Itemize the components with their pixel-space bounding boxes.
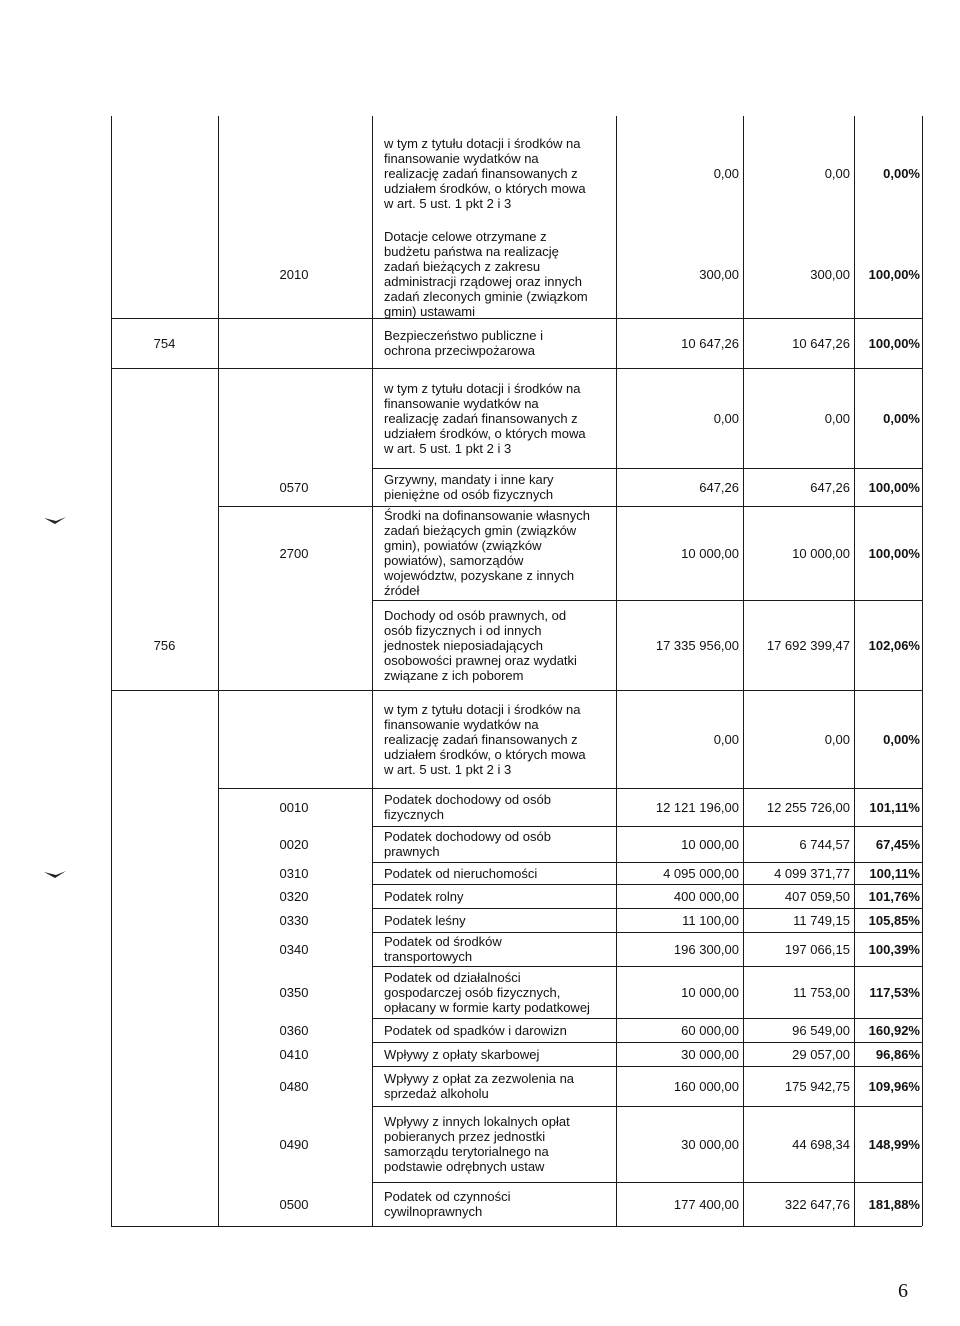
- executed-amount: 407 059,50: [784, 889, 850, 904]
- row-description: Podatek dochodowy od osób fizycznych: [384, 792, 551, 822]
- plan-amount: 300,00: [699, 267, 739, 282]
- row-description: Dotacje celowe otrzymane z budżetu państwa na realizację zadań bieżących z zakresu administracji rządowej oraz innych zadań zleconych gminie (związkom gmin) ustawami: [384, 229, 588, 319]
- row-rule: [218, 506, 922, 507]
- paragraph-code: 0310: [279, 866, 309, 881]
- row-rule: [372, 1182, 922, 1183]
- row-rule: [111, 690, 922, 691]
- row-description: Dochody od osób prawnych, od osób fizycznych i od innych jednostek nieposiadających osobowości prawnej oraz wydatki związane z ich poborem: [384, 608, 577, 683]
- execution-percent: 101,76%: [868, 889, 920, 904]
- row-description: Wpływy z opłat za zezwolenia na sprzedaż alkoholu: [384, 1071, 575, 1101]
- row-rule: [111, 1226, 922, 1227]
- executed-amount: 0,00: [824, 732, 850, 747]
- row-rule: [372, 966, 922, 967]
- paragraph-code: 0320: [279, 889, 309, 904]
- plan-amount: 12 121 196,00: [655, 800, 739, 815]
- execution-percent: 100,00%: [868, 546, 920, 561]
- executed-amount: 44 698,34: [792, 1137, 850, 1152]
- row-description: Podatek od spadków i darowizn: [384, 1023, 567, 1038]
- execution-percent: 117,53%: [869, 985, 920, 1000]
- plan-amount: 0,00: [713, 166, 739, 181]
- column-rule: [743, 116, 744, 1226]
- row-description: Podatek od czynności cywilnoprawnych: [384, 1189, 511, 1219]
- plan-amount: 4 095 000,00: [663, 866, 739, 881]
- column-rule: [616, 116, 617, 1226]
- paragraph-code: 0360: [279, 1023, 309, 1038]
- executed-amount: 300,00: [810, 267, 850, 282]
- row-rule: [372, 1066, 922, 1067]
- executed-amount: 4 099 371,77: [774, 866, 850, 881]
- plan-amount: 0,00: [713, 411, 739, 426]
- plan-amount: 10 647,26: [681, 336, 739, 351]
- execution-percent: 96,86%: [875, 1047, 920, 1062]
- executed-amount: 6 744,57: [799, 837, 850, 852]
- executed-amount: 12 255 726,00: [766, 800, 850, 815]
- scan-mark: [44, 512, 66, 520]
- plan-amount: 10 000,00: [681, 546, 739, 561]
- column-rule: [111, 116, 112, 1226]
- executed-amount: 175 942,75: [784, 1079, 850, 1094]
- executed-amount: 0,00: [824, 166, 850, 181]
- paragraph-code: 0340: [279, 942, 309, 957]
- executed-amount: 11 753,00: [793, 985, 850, 1000]
- execution-percent: 100,00%: [868, 336, 920, 351]
- row-rule: [372, 862, 922, 863]
- executed-amount: 96 549,00: [792, 1023, 850, 1038]
- executed-amount: 11 749,15: [793, 913, 850, 928]
- row-rule: [372, 826, 922, 827]
- plan-amount: 10 000,00: [681, 837, 739, 852]
- paragraph-code: 0410: [279, 1047, 309, 1062]
- row-rule: [218, 788, 922, 789]
- row-description: Podatek rolny: [384, 889, 464, 904]
- execution-percent: 0,00%: [883, 166, 920, 181]
- execution-percent: 102,06%: [868, 638, 920, 653]
- plan-amount: 17 335 956,00: [655, 638, 739, 653]
- paragraph-code: 0480: [279, 1079, 309, 1094]
- row-description: Podatek od środków transportowych: [384, 934, 502, 964]
- execution-percent: 181,88%: [868, 1197, 920, 1212]
- row-rule: [372, 1042, 922, 1043]
- paragraph-code: 0020: [279, 837, 309, 852]
- plan-amount: 60 000,00: [681, 1023, 739, 1038]
- plan-amount: 160 000,00: [673, 1079, 739, 1094]
- executed-amount: 10 647,26: [792, 336, 850, 351]
- executed-amount: 197 066,15: [784, 942, 850, 957]
- row-rule: [372, 468, 922, 469]
- execution-percent: 100,11%: [869, 866, 920, 881]
- row-description: Wpływy z opłaty skarbowej: [384, 1047, 540, 1062]
- execution-percent: 105,85%: [868, 913, 920, 928]
- column-rule: [218, 116, 219, 1226]
- execution-percent: 0,00%: [883, 732, 920, 747]
- plan-amount: 177 400,00: [673, 1197, 739, 1212]
- row-description: Wpływy z innych lokalnych opłat pobieranych przez jednostki samorządu terytorialnego na podstawie odrębnych ustaw: [384, 1114, 570, 1174]
- executed-amount: 0,00: [824, 411, 850, 426]
- row-rule: [372, 932, 922, 933]
- row-rule: [372, 908, 922, 909]
- row-rule: [372, 1018, 922, 1019]
- executed-amount: 647,26: [810, 480, 850, 495]
- row-description: Środki na dofinansowanie własnych zadań bieżących gmin (związków gmin), powiatów (związków powiatów), samorządów województw, pozyskane z innych źródeł: [384, 508, 590, 598]
- column-rule: [854, 116, 855, 1226]
- execution-percent: 67,45%: [875, 837, 920, 852]
- executed-amount: 322 647,76: [784, 1197, 850, 1212]
- row-description: Grzywny, mandaty i inne kary pieniężne od osób fizycznych: [384, 472, 554, 502]
- plan-amount: 10 000,00: [681, 985, 739, 1000]
- page-number: 6: [898, 1280, 908, 1302]
- paragraph-code: 0330: [279, 913, 309, 928]
- plan-amount: 30 000,00: [681, 1137, 739, 1152]
- plan-amount: 647,26: [699, 480, 739, 495]
- execution-percent: 100,00%: [868, 480, 920, 495]
- row-description: Podatek od działalności gospodarczej osób fizycznych, opłacany w formie karty podatkowej: [384, 970, 590, 1015]
- execution-percent: 109,96%: [868, 1079, 920, 1094]
- plan-amount: 196 300,00: [673, 942, 739, 957]
- row-description: Podatek dochodowy od osób prawnych: [384, 829, 551, 859]
- section-code: 754: [153, 336, 176, 351]
- paragraph-code: 0010: [279, 800, 309, 815]
- paragraph-code: 0570: [279, 480, 309, 495]
- execution-percent: 148,99%: [868, 1137, 920, 1152]
- execution-percent: 100,39%: [868, 942, 920, 957]
- paragraph-code: 2010: [279, 267, 309, 282]
- paragraph-code: 0500: [279, 1197, 309, 1212]
- row-rule: [372, 884, 922, 885]
- execution-percent: 100,00%: [868, 267, 920, 282]
- column-rule: [372, 116, 373, 1226]
- row-rule: [111, 368, 922, 369]
- row-rule: [372, 1106, 922, 1107]
- execution-percent: 101,11%: [869, 800, 920, 815]
- row-description: w tym z tytułu dotacji i środków na finansowanie wydatków na realizację zadań finansowanych z udziałem środków, o których mowa w art. 5 ust. 1 pkt 2 i 3: [384, 702, 586, 777]
- row-rule: [372, 600, 922, 601]
- row-description: Bezpieczeństwo publiczne i ochrona przeciwpożarowa: [384, 328, 543, 358]
- plan-amount: 11 100,00: [682, 913, 739, 928]
- row-description: w tym z tytułu dotacji i środków na finansowanie wydatków na realizację zadań finansowanych z udziałem środków, o których mowa w art. 5 ust. 1 pkt 2 i 3: [384, 136, 586, 211]
- plan-amount: 400 000,00: [673, 889, 739, 904]
- executed-amount: 17 692 399,47: [766, 638, 850, 653]
- column-rule: [922, 116, 923, 1226]
- scan-mark: [44, 866, 66, 874]
- row-description: w tym z tytułu dotacji i środków na finansowanie wydatków na realizację zadań finansowanych z udziałem środków, o których mowa w art. 5 ust. 1 pkt 2 i 3: [384, 381, 586, 456]
- plan-amount: 30 000,00: [681, 1047, 739, 1062]
- paragraph-code: 2700: [279, 546, 309, 561]
- execution-percent: 160,92%: [868, 1023, 920, 1038]
- paragraph-code: 0350: [279, 985, 309, 1000]
- plan-amount: 0,00: [713, 732, 739, 747]
- execution-percent: 0,00%: [883, 411, 920, 426]
- row-description: Podatek leśny: [384, 913, 466, 928]
- section-code: 756: [153, 638, 176, 653]
- executed-amount: 10 000,00: [792, 546, 850, 561]
- paragraph-code: 0490: [279, 1137, 309, 1152]
- row-description: Podatek od nieruchomości: [384, 866, 538, 881]
- executed-amount: 29 057,00: [792, 1047, 850, 1062]
